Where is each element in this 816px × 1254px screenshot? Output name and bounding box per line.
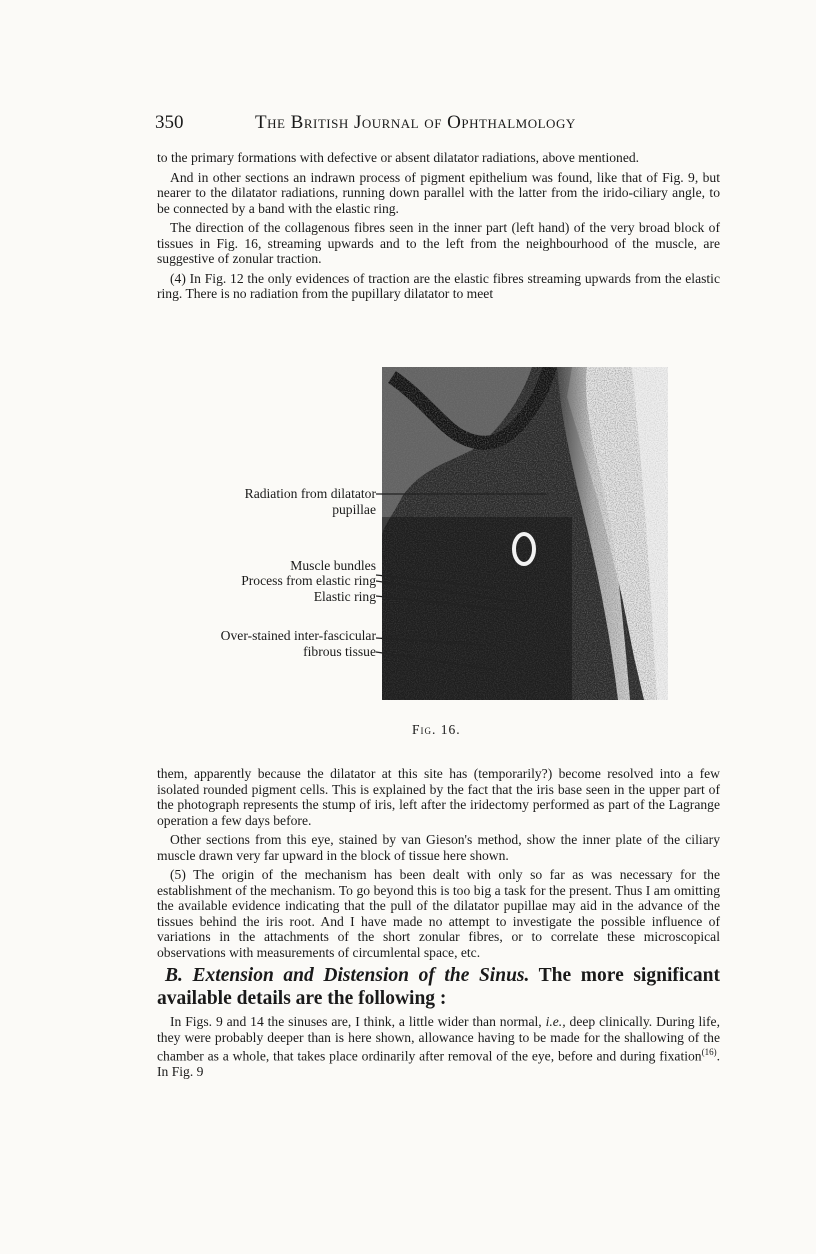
page-number: 350 (155, 112, 184, 133)
paragraph-origin-mechanism: (5) The origin of the mechanism has been dealt with only so far as was necessary for the establishment of the mechanism. To go beyond this is too big a task for the present. Thus I am omitting the available evidence indicating that the pull of the dilatator pupillae may aid in the advance of the tissues behind the iris root. And I have made no attempt to investigate the possible influence of variations in the attachments of the short zonular fibres, or to correlate these microscopical observations with measurements of circumlental space, etc. (157, 867, 720, 960)
journal-title: The British Journal of Ophthalmology (255, 112, 576, 133)
paragraph-continuation: to the primary formations with defective or absent dilatator radiations, above mentioned. (157, 150, 640, 165)
figure-leader-lines (376, 480, 696, 680)
section-b-title: Extension and Distension of the Sinus. (192, 965, 530, 986)
paragraph-fig12: (4) In Fig. 12 the only evidences of traction are the elastic fibres streaming upwards from the elastic ring. There is no radiation from the pupillary dilatator to meet (157, 270, 720, 301)
section-b-lead: The more significant available details are the following : (157, 965, 721, 1009)
last-paragraph-part1: In Figs. 9 and 14 the sinuses are, I think, a little wider than normal, (170, 1014, 542, 1029)
figure-caption: Fig. 16. (412, 722, 461, 737)
paragraph-collagenous-fibres: The direction of the collagenous fibres seen in the inner part (left hand) of the very broad block of tissues in Fig. 16, streaming upwards and to the left from the neighbourhood of the muscle, are suggestive of zonular traction. (157, 220, 720, 266)
section-b-heading (157, 964, 720, 1010)
label-overstained-line2: fibrous tissue (303, 644, 376, 659)
last-paragraph-part2: deep clinically. During life, they were probably deeper than is here shown, allowance having to be made for the shallowing of the chamber as a whole, that takes place ordinarily after removal of the eye, before and during fixation (157, 1014, 720, 1064)
label-elastic-ring: Elastic ring (313, 589, 376, 604)
label-radiation-line1: Radiation from dilatator (244, 486, 376, 501)
section-b-label: B. (165, 965, 183, 986)
label-process-elastic-ring: Process from elastic ring (241, 573, 376, 588)
reference-16: (16) (701, 1047, 717, 1057)
last-paragraph-ie: i.e., (545, 1014, 566, 1029)
paragraph-van-gieson: Other sections from this eye, stained by van Gieson's method, show the inner plate of the ciliary muscle drawn very far upward in the block of tissue here shown. (157, 832, 720, 863)
running-header (155, 112, 720, 138)
paragraph-figs-9-14 (157, 1014, 720, 1080)
body-text-bottom (157, 766, 720, 1084)
label-overstained-line1: Over-stained inter-fascicular (220, 628, 376, 643)
last-paragraph-part3: . In Fig. 9 (157, 1048, 720, 1080)
label-radiation-line2: pupillae (332, 502, 376, 517)
paragraph-resolved-dilatator: them, apparently because the dilatator at this site has (temporarily?) become resolved into a few isolated rounded pigment cells. This is explained by the fact that the iris base seen in the upper part of the photograph represents the stump of iris, left after the iridectomy performed as part of the Lagrange operation a few days before. (157, 766, 720, 828)
paragraph-pigment-epithelium: And in other sections an indrawn process of pigment epithelium was found, like that of Fig. 9, but nearer to the dilatator radiations, running down parallel with the latter from the irido-ciliary angle, to be connected by a band with the elastic ring. (157, 169, 720, 216)
label-muscle-bundles: Muscle bundles (290, 558, 376, 573)
body-text-top (157, 150, 720, 306)
